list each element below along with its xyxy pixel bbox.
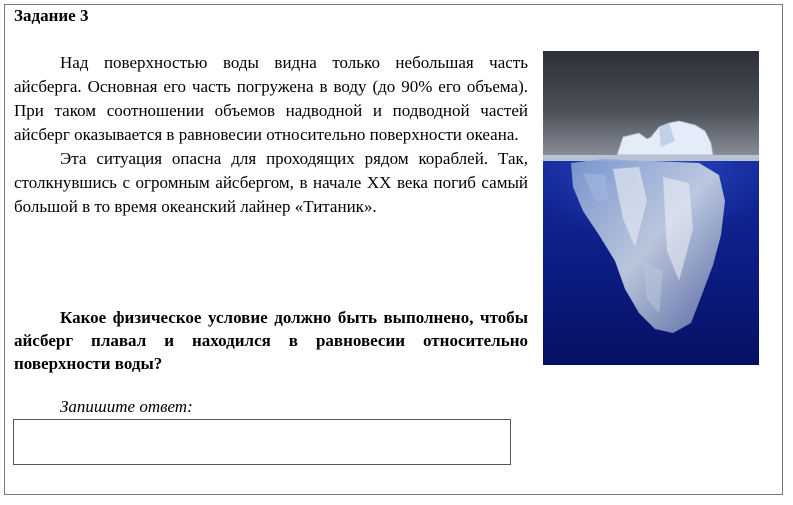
paragraph-iceberg-volume: Над поверхностью воды видна только небольшая часть айсберга. Основная его часть погружена в воду (до 90% его объема). При таком соотношении объемов надводной и подводной частей айсберг оказывается в равновесии относительно поверхности океана. [14, 53, 528, 144]
paragraph-titanic: Эта ситуация опасна для проходящих рядом кораблей. Так, столкнувшись с огромным айсбергом, в начале XX века погиб самый большой в то время океанский лайнер «Титаник». [14, 149, 528, 216]
iceberg-image [543, 51, 759, 365]
question-paragraph: Какое физическое условие должно быть выполнено, чтобы айсберг плавал и находился в равновесии относительно поверхности воды? [14, 308, 528, 373]
answer-field[interactable] [13, 419, 511, 465]
question-text [14, 306, 528, 375]
answer-prompt: Запишите ответ: [60, 397, 193, 416]
task-title: Задание 3 [14, 6, 89, 25]
task-text [14, 51, 528, 219]
water-surface-line [543, 155, 759, 161]
